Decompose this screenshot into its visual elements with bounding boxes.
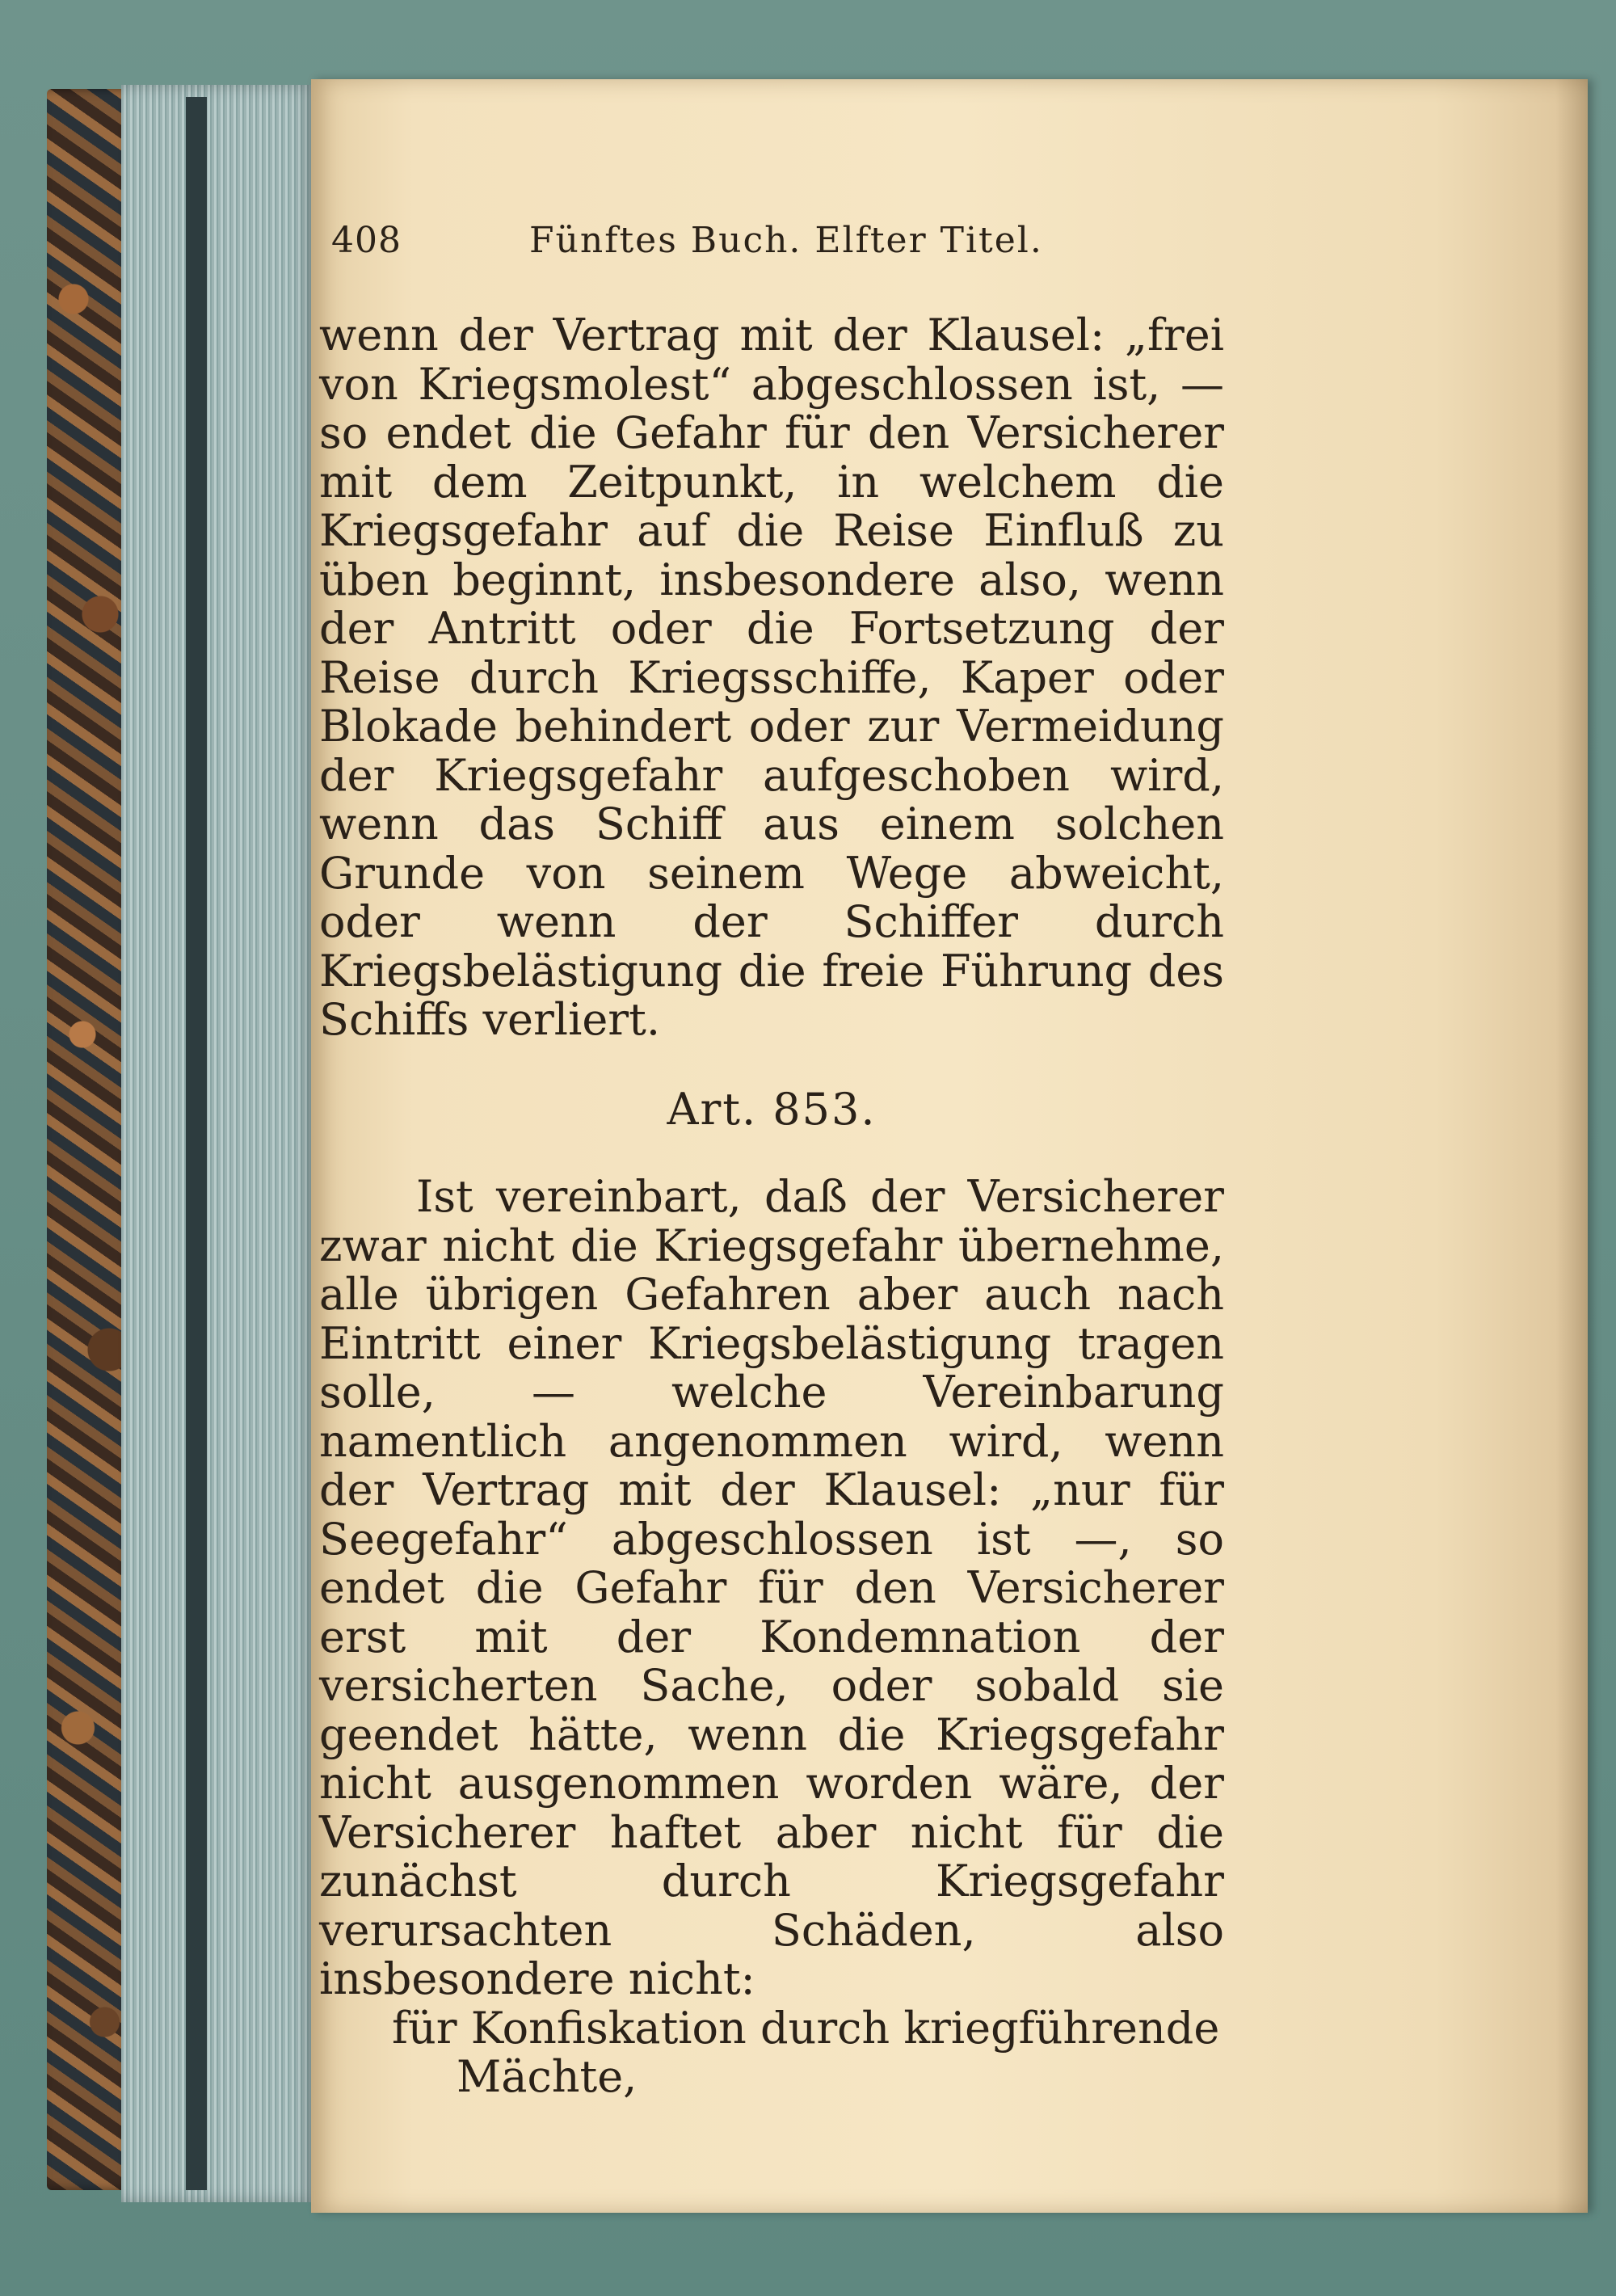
page-gutter-shadow <box>1555 79 1588 2213</box>
paragraph-continued: wenn der Vertrag mit der Klausel: „frei von Kriegsmolest“ abgeschlossen ist, — so endet die Gefahr für den Versicherer mit dem Zeitpunkt, in welchem die Kriegsgefahr auf die Reise Einfluß zu üben beginnt, insbesondere also, wenn der Antritt oder die Fortsetzung der Reise durch Kriegsschiffe, Kaper oder Blokade behindert oder zur Vermeidung der Kriegsgefahr aufgeschoben wird, wenn das Schiff aus einem solchen Grunde von seinem Wege abweicht, oder wenn der Schiffer durch Kriegsbelästigung die freie Führung des Schiffs verliert. <box>319 310 1224 1045</box>
page-body <box>319 311 1224 2102</box>
running-head: Fünftes Buch. Elfter Titel. <box>529 220 1043 261</box>
page-number: 408 <box>331 220 402 261</box>
page-edges-shadow <box>186 97 207 2190</box>
article-heading: Art. 853. <box>667 1083 877 1135</box>
list-item: für Konfiskation durch kriegführende Mächte, <box>392 2002 1220 2102</box>
article-paragraph: Ist vereinbart, daß der Versicherer zwar nicht die Kriegsgefahr übernehme, alle übrigen Gefahren aber auch nach Eintritt einer Kriegsbelästigung tragen solle, — welche Vereinbarung namentlich angenommen wird, wenn der Vertrag mit der Klausel: „nur für Seegefahr“ abgeschlossen ist —, so endet die Gefahr für den Versicherer erst mit der Kondemnation der versicherten Sache, oder sobald sie geendet hätte, wenn die Kriegsgefahr nicht ausgenommen worden wäre, der Versicherer haftet aber nicht für die zunächst durch Kriegsgefahr verursachten Schäden, also insbesondere nicht: <box>319 1171 1224 2004</box>
page-header <box>331 220 1269 276</box>
page-edges <box>121 85 315 2202</box>
